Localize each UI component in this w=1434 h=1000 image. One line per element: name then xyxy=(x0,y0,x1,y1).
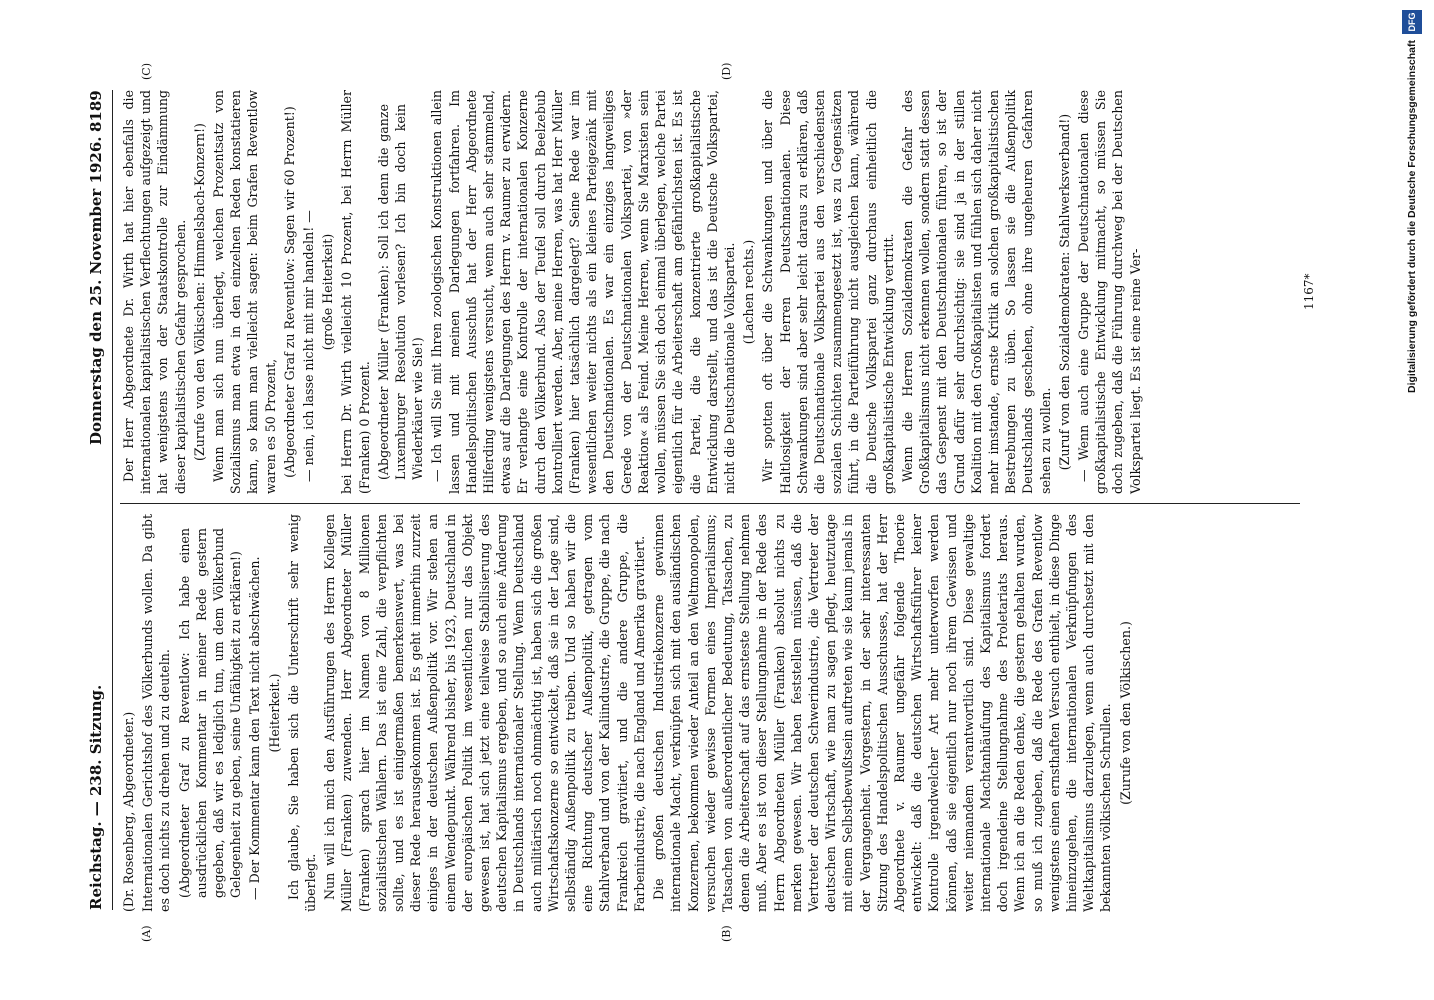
paragraph: Wir spotten oft über die Schwankungen und über die Haltlosigkeit der Herren Deutschnationalen. Diese Schwankungen sind aber sehr leicht daraus zu erklären, daß die Deutschnationale Volkspartei aus den verschiedensten sozialen Schichten zusammengesetzt ist, was zu Gegensätzen führt, in die Parteiführung nicht ausgleichen kann, während die Deutsche Volkspartei ganz durchaus einheitlich die großkapitalistische Entwicklung vertritt. xyxy=(760,90,896,494)
paragraph: Wenn die Herren Sozialdemokraten die Gefahr des Großkapitalismus nicht erkennen wollen, sondern statt dessen das Gespenst mit den Deutschnationalen führen, so ist der Grund dafür sehr durchsichtig: sie sind ja in der stillen Koalition mit den Großkapitalisten und fühlen sich daher nicht mehr imstande, ernste Kritik an solchen großkapitalistischen Bestrebungen zu üben. So lassen sie die Außenpolitik Deutschlands geschehen, ohne ihre ungeheuren Gefahren sehen zu wollen. xyxy=(899,90,1053,494)
running-header-left: Reichstag. — 238. Sitzung. xyxy=(87,684,105,910)
margin-marker-d: (D) xyxy=(720,62,733,80)
paragraph: Internationalen Gerichtshof des Völkerbunds wollen. Da gibt es doch nichts zu drehen und zu deuteln. xyxy=(140,514,173,912)
paragraph: — Ich will Sie mit Ihren zoologischen Konstruktionen allein lassen und mit meinen Darlegungen fortfahren. Im Handelspolitischen Ausschuß hat der Herr Abgeordnete Hilferding wenigstens versucht, wenn auch sehr stammelnd, etwas auf die Darlegungen des Herrn v. Raumer zu erwidern. Er verlangte eine Kontrolle der internationalen Konzerne durch den Völkerbund. Also der Teufel soll durch Beelzebub kontrolliert werden. Aber, meine Herren, was hat Herr Müller (Franken) hier tatsächlich dargelegt? Seine Rede war im wesentlichen weiter nichts als ein kleines Parteigezänk mit den Deutschnationalen. Es war ein einziges langweiliges Gerede von der Deutschnationalen Volkspartei, von »der Reaktion« als Feind. Meine Herren, wenn Sie Marxisten sein wollen, müssen Sie sich doch einmal überlegen, welche Partei eigentlich für die Arbeiterschaft am gefährlichsten ist. Es ist die Partei, die die konzentrierte großkapitalistische Entwicklung darstellt, und das ist die Deutsche Volkspartei, nicht die Deutschnationale Volkspartei. xyxy=(429,90,737,494)
paragraph: Ich glaube, Sie haben sich die Unterschrift sehr wenig überlegt. xyxy=(285,514,319,912)
running-header-right: Donnerstag den 25. November 1926. xyxy=(87,136,105,445)
paragraph: — Der Kommentar kann den Text nicht abschwächen. xyxy=(247,556,263,900)
paragraph: (Dr. Rosenberg, Abgeordneter.) xyxy=(121,711,136,912)
interjection-line: (Zuruf von den Sozialdemokraten: Stahlwerksverband!) xyxy=(1056,113,1072,471)
paragraph: (Abgeordneter Graf zu Reventlow: Ich habe einen ausdrücklichen Kommentar in meiner Rede gestern gegeben, daß wir es lediglich tun, um dem Völkerbund Gelegenheit zu geben, seine Unfähigkeit zu erklären!) xyxy=(176,528,244,898)
right-text-column xyxy=(120,90,1146,494)
paragraph: Wenn man sich nun überlegt, welchen Prozentsatz von Sozialismus man etwa in den einzelnen Reden konstatieren kann, so kann man vielleicht sagen: beim Grafen Reventlow waren es 50 Prozent, xyxy=(211,90,278,494)
interjection-line: (Lachen rechts.) xyxy=(741,239,757,345)
paragraph: Nun will ich mich den Ausführungen des Herrn Kollegen Müller (Franken) zuwenden. Herr Abgeordneter Müller (Franken) sprach hier im Namen von 8 Millionen sozialistischen Wählern. Das ist eine Zahl, die verpflichten sollte, und es ist einigermaßen bemerkenswert, was bei dieser Rede herausgekommen ist. Es geht immerhin zurzeit einiges in der deutschen Außenpolitik vor. Wir stehen an einem Wendepunkt. Während bisher, bis 1923, Deutschland in der europäischen Politik im wesentlichen nur das Objekt gewesen ist, hat sich jetzt eine teilweise Stabilisierung des deutschen Kapitalismus ergeben, und so auch eine Änderung in Deutschlands internationaler Stellung. Wenn Deutschland auch militärisch noch ohnmächtig ist, haben sich die großen Wirtschaftskonzerne so entwickelt, daß sie in der Lage sind, selbständig Außenpolitik zu treiben. Und so haben wir die eine Richtung deutscher Außenpolitik, getragen vom Stahlverband und von der Kaliindustrie, die Gruppe, die nach Frankreich gravitiert, und die andere Gruppe, die Farbenindustrie, die nach England und Amerika gravitiert. xyxy=(322,514,647,912)
dfg-funding-notice: Digitalisierung gefördert durch die Deutsche Forschungsgemeinschaft xyxy=(1406,40,1418,393)
paragraph: — nein, ich lasse nicht mit mir handeln! — xyxy=(301,210,317,482)
paragraph: Der Herr Abgeordnete Dr. Wirth hat hier ebenfalls die internationalen kapitalistischen Verflechtungen aufgezeigt und hat wenigstens von der Staatskontrolle zur Eindämmung dieser kapitalistischen Gefahr gesprochen. xyxy=(121,90,188,494)
interjection-line: (Zurufe von den Völkischen: Himmelsbach-Konzern!) xyxy=(191,123,207,461)
interjection-line: (Zurufe von den Völkischen.) xyxy=(1117,621,1133,805)
interjection-line: (große Heiterkeit) xyxy=(320,233,336,351)
interjection-line: (Heiterkeit.) xyxy=(266,673,282,753)
dfg-logo: DFG xyxy=(1402,10,1422,34)
column-divider xyxy=(120,503,1300,504)
paragraph: bei Herrn Dr. Wirth vielleicht 10 Prozent, bei Herrn Müller (Franken) 0 Prozent. xyxy=(339,90,372,494)
margin-marker-c: (C) xyxy=(140,63,153,80)
paragraph: Die großen deutschen Industriekonzerne gewinnen internationale Macht, verknüpfen sich mit den ausländischen Konzernen, bekommen wieder Anteil an den Weltmonopolen, versuchen wieder gewisse Formen eines Imperialismus; Tatsachen von außerordentlicher Bedeutung, Tatsachen, zu denen die Arbeiterschaft auf das ernsteste Stellung nehmen muß. Aber es ist von dieser Stellungnahme in der Rede des Herrn Abgeordneten Müller (Franken) absolut nichts zu merken gewesen. Wir haben feststellen müssen, daß die Vertreter der deutschen Schwerindustrie, die Vertreter der deutschen Wirtschaft, wie man zu sagen pflegt, heutzutage mit einem Selbstbewußtsein auftreten wie sie kaum jemals in der Vergangenheit. Vorgestern, in der sehr interessanten Sitzung des Handelspolitischen Ausschusses, hat der Herr Abgeordnete v. Raumer ungefähr folgende Theorie entwickelt: daß die deutschen Wirtschaftsführer keiner Kontrolle irgendwelcher Art mehr unterworfen werden können, daß sie eigentlich nur noch ihrem Gewissen und weiter niemandem verantwortlich sind. Diese gewaltige internationale Machtanhäufung des Kapitalismus fordert doch irgendeine Stellungnahme des Proletariats heraus. Wenn ich an die Reden denke, die gestern gehalten wurden, so muß ich zugeben, daß die Rede des Grafen Reventlow wenigstens einen ernsthaften Versuch enthielt, in diese Dinge hineinzugehen, die internationalen Verknüpfungen des Weltkapitalismus darzulegen, wenn auch durchsetzt mit den bekannten völkischen Schrullen. xyxy=(651,514,1114,912)
header-rule xyxy=(112,90,113,910)
margin-marker-b: (B) xyxy=(720,925,733,942)
page-footer-mark: 1167* xyxy=(1302,273,1316,310)
paragraph: (Abgeordneter Müller (Franken): Soll ich denn die ganze Luxemburger Resolution vorlesen? Ich bin doch kein Wiederkäuer wie Sie!) xyxy=(375,104,426,480)
interjection-line: (Abgeordneter Graf zu Reventlow: Sagen wir 60 Prozent!) xyxy=(281,106,297,478)
dfg-sidebar xyxy=(1402,10,1430,990)
page-number: 8189 xyxy=(87,90,105,132)
margin-marker-a: (A) xyxy=(140,925,153,942)
paragraph: — Wenn auch eine Gruppe der Deutschnationalen diese großkapitalistische Entwicklung mitmacht, so müssen Sie doch zugeben, daß die Führung durchweg bei der Deutschen Volkspartei liegt. Es ist eine reine Ver- xyxy=(1075,90,1143,494)
left-text-column xyxy=(120,514,1136,912)
